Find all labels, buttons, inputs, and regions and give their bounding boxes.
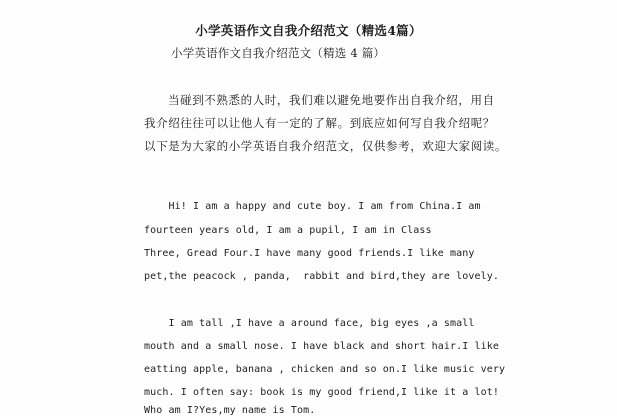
essay-line: fourteen years old, I am a pupil, I am in Class [144, 225, 432, 236]
essay-line: pet,the peacock , panda, rabbit and bird,they are lovely. [144, 271, 499, 282]
essay-line: eatting apple, banana , chicken and so on.I like music very [144, 364, 506, 375]
essay-line: Who am I?Yes,my name is Tom. [144, 405, 316, 416]
essay-line: mouth and a small nose. I have black and short hair.I like [144, 341, 499, 352]
intro-line: 以下是为大家的小学英语自我介绍范文，仅供参考，欢迎大家阅读。 [144, 139, 507, 153]
essay-line: I am tall ,I have a around face, big eyes ,a small [144, 318, 475, 329]
document-subtitle: 小学英语作文自我介绍范文（精选 4 篇） [171, 46, 386, 60]
essay-line: Hi! I am a happy and cute boy. I am from China.I am [144, 201, 481, 212]
essay-line: Three, Gread Four.I have many good friends.I like many [144, 248, 475, 259]
intro-line: 我介绍往往可以让他人有一定的了解。到底应如何写自我介绍呢？ [144, 116, 495, 130]
document-title: 小学英语作文自我介绍范文（精选4篇） [195, 23, 422, 38]
intro-line: 当碰到不熟悉的人时，我们难以避免地要作出自我介绍，用自 [168, 93, 495, 107]
essay-line: much. I often say: book is my good friend,I like it a lot! [144, 387, 499, 398]
